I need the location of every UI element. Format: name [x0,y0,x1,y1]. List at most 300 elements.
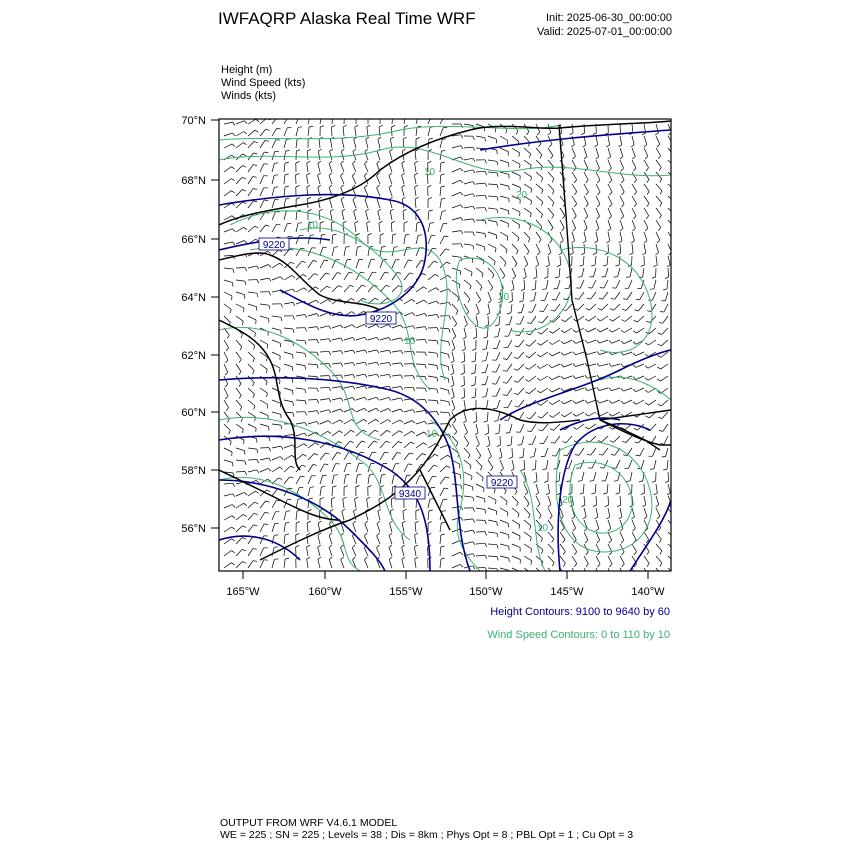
wind-barb-feather [673,550,675,554]
wind-barb-feather [451,385,454,387]
wind-barb [560,232,563,240]
wind-barb-feather [656,505,659,508]
wind-barb [380,260,383,268]
wind-barb-feather [459,464,460,468]
wind-barb-feather [490,288,492,291]
wind-barb [416,421,425,424]
wind-barb [389,560,392,569]
wind-barb-feather [497,150,498,154]
wind-barb [236,227,244,232]
wind-barb [224,424,230,430]
wind-barb [476,472,483,477]
wind-barb [496,388,500,396]
wind-barb-feather [402,197,405,199]
wind-barb-feather [425,327,427,330]
wind-barb-feather [389,338,392,341]
wind-barb [344,285,350,292]
wind-barb [392,273,397,281]
wind-barb [296,223,298,232]
wind-barb [620,184,624,192]
wind-barb [572,544,577,552]
wind-barb [416,432,424,436]
wind-barb [572,196,577,204]
wind-barb [464,530,473,532]
wind-barb [512,544,520,548]
wind-barb [543,304,548,312]
wind-barb [548,256,550,265]
wind-barb-feather [503,395,507,396]
wind-barb [656,208,661,215]
wind-barb-feather [444,236,448,237]
wind-barb-feather [354,209,357,211]
wind-barb [440,116,445,124]
wind-barb-feather [253,394,255,398]
wind-barb-feather [482,397,486,398]
wind-barb-feather [542,289,546,290]
wind-barb-feather [326,273,330,274]
wind-barb-feather [491,468,493,471]
wind-barb [320,387,329,388]
wind-barb-feather [657,144,660,147]
wind-barb-feather [361,272,365,273]
wind-barb [320,464,324,472]
wind-barb-feather [585,363,587,366]
wind-barb-feather [581,133,585,135]
wind-barb-feather [515,335,519,336]
wind-barb-feather [333,234,337,235]
wind-barb [644,196,649,203]
wind-barb [656,160,661,167]
wind-barb-feather [291,262,295,264]
wind-barb [440,466,447,472]
wind-barb [343,223,344,232]
wind-barb-feather [231,167,234,169]
wind-barb [608,232,610,241]
wind-barb [440,455,448,460]
wind-barb [236,340,242,347]
wind-barb-feather [585,413,588,416]
wind-barb [644,232,647,241]
wind-barb [524,532,531,537]
wind-barb-feather [377,362,379,365]
wind-barb-feather [472,272,473,276]
wind-barb-feather [503,359,507,360]
wind-barb [236,190,242,197]
wind-barb [308,454,314,461]
wind-barb [344,398,353,401]
wind-barb [572,556,577,564]
wind-barb-feather [451,373,454,375]
height-contour [480,130,671,150]
wind-barb-feather [255,502,259,504]
wind-barb [224,483,233,484]
wind-barb-feather [475,433,478,435]
wind-barb [296,433,305,436]
wind-barb [630,268,632,277]
wind-barb [318,151,320,160]
wind-barb [366,211,368,220]
wind-barb-feather [242,538,246,540]
wind-barb [248,376,254,383]
wind-barb-feather [657,240,660,243]
wind-barb [332,273,337,280]
wind-barb-feather [634,576,637,579]
wind-barb [632,208,636,216]
wind-barb-feather [328,421,331,424]
wind-barb-feather [608,157,611,160]
wind-barb [589,424,596,429]
wind-barb [644,244,646,253]
wind-barb-feather [597,400,600,403]
wind-barb-feather [242,429,243,433]
wind-barb-feather [298,223,302,224]
wind-barb [485,364,488,373]
wind-barb-feather [623,299,627,300]
wind-barb [548,484,550,493]
wind-barb-feather [441,534,445,535]
wind-barb-feather [537,132,540,135]
wind-barb-feather [402,149,405,151]
wind-barb [620,568,624,576]
wind-barb [224,122,233,124]
wind-barb-feather [646,321,650,322]
wind-barb [224,460,233,463]
wind-barb-feather [413,376,415,380]
wind-barb-feather [571,241,574,244]
wind-barb-feather [461,385,465,387]
wind-barb [536,148,542,155]
wind-barb [640,448,644,456]
wind-barb [644,496,646,505]
wind-barb [404,326,413,328]
wind-barb [377,188,380,196]
wind-barb-feather [665,277,669,279]
wind-barb [637,328,644,333]
wind-barb-feather [621,364,624,367]
wind-barb [248,130,255,136]
lon-label: 140°W [631,586,665,598]
wind-barb [488,256,495,261]
wind-barb-feather [621,401,624,404]
wind-barb-feather [563,551,565,554]
wind-barb-feather [497,522,498,526]
wind-barb-feather [470,466,471,470]
wind-barb [364,188,368,196]
wind-barb [332,409,341,412]
wind-barb [352,548,356,556]
wind-barb-feather [315,443,318,445]
wind-barb-feather [597,180,600,183]
wind-barb [500,196,509,198]
wind-barb [629,280,633,288]
wind-barb-feather [598,564,601,567]
wind-barb-feather [586,308,590,310]
wind-barb-feather [473,232,474,236]
wind-barb-feather [519,525,520,529]
wind-barb [330,199,332,208]
wind-barb [476,316,478,325]
wind-barb-feather [374,441,378,442]
wind-barb [656,532,661,539]
wind-barb-feather [645,390,648,393]
wind-barb [507,364,512,371]
wind-barb [508,400,512,408]
wind-barb [548,520,553,527]
wind-barb-feather [355,125,359,127]
wind-barb [352,176,356,184]
wind-barb-feather [597,204,600,207]
wind-barb-feather [645,343,648,345]
wind-barb-feather [460,180,463,183]
wind-barb-feather [288,488,292,489]
wind-barb-feather [609,216,612,219]
wind-barb [416,313,425,316]
wind-barb-feather [573,363,576,366]
wind-barb [330,139,332,148]
wind-barb [608,220,611,229]
wind-barb-feather [428,185,432,187]
wind-barb [500,268,505,276]
wind-barb-feather [541,166,543,170]
wind-barb [452,400,455,409]
wind-barb [575,376,584,379]
wind-barb-feather [232,155,235,157]
wind-barb [608,196,612,204]
wind-barb-feather [456,443,458,447]
height-contour-label [487,476,517,489]
wind-barb-feather [285,162,289,163]
wind-barb-feather [530,213,531,217]
model-output-line: OUTPUT FROM WRF V4.6.1 MODEL [220,817,398,829]
wind-barb [296,211,297,220]
wind-barb [572,220,576,228]
wind-barb [404,273,410,280]
wind-barb-feather [343,125,347,127]
wind-barb [332,286,338,292]
wind-barb-feather [610,309,614,311]
wind-barb [260,400,268,405]
wind-barb-feather [548,133,551,136]
wind-barb-feather [318,161,321,163]
wind-barb [588,412,596,416]
wind-barb [236,316,243,321]
wind-barb [464,352,465,361]
wind-barb [557,280,560,289]
wind-barb-feather [461,231,463,234]
wind-barb [524,244,529,251]
wind-barb-feather [318,173,321,175]
wind-barb-feather [266,501,270,502]
wind-barb [464,170,473,172]
wind-barb [260,176,264,184]
wind-barb [308,274,314,280]
wind-barb-feather [574,564,576,567]
wind-barb-feather [485,555,487,559]
wind-barb [476,183,485,184]
wind-barb [524,256,528,264]
wind-barb-feather [410,453,414,454]
wind-barb [284,535,285,544]
wind-barb-feather [225,396,228,399]
wind-barb [272,523,275,532]
wind-barb [464,448,470,455]
wind-barb [318,175,320,184]
wind-barb-feather [620,157,623,160]
wind-barb-feather [573,352,576,355]
wind-barb-feather [587,454,591,455]
wind-barb [440,400,449,402]
wind-barb [488,316,489,325]
wind-barb-feather [413,410,415,413]
wind-barb-feather [496,248,497,252]
wind-barb-feather [583,517,586,519]
wind-barb [632,184,637,192]
wind-barb-feather [281,414,282,418]
wind-barb-feather [401,375,403,379]
wind-barb [546,460,548,469]
wind-barb-feather [539,144,541,147]
wind-barb-feather [497,445,501,447]
wind-barb [329,164,332,173]
speed-contour [219,417,410,540]
wind-barb [548,148,553,156]
wind-barb-feather [531,201,532,205]
wind-barb [605,268,608,277]
wind-barb-feather [281,317,282,321]
wind-barb [332,363,341,364]
wind-barb [620,196,624,204]
wind-barb [260,364,267,369]
wind-barb [572,232,575,241]
wind-barb-feather [647,311,651,312]
wind-barb-feather [397,453,401,454]
wind-barb [224,242,233,244]
wind-barb [390,151,392,160]
speed-contour-label: 10 [404,336,416,347]
wind-barb [260,524,264,532]
wind-barb [464,124,473,126]
wind-barb [522,304,525,313]
wind-barb-feather [305,315,307,319]
wind-barb-feather [518,238,519,242]
wind-barb [308,443,315,448]
wind-barb [296,261,302,268]
wind-barb-feather [267,393,268,397]
wind-barb [272,424,281,425]
wind-barb [248,177,253,185]
wind-barb [356,374,365,376]
wind-barb-feather [428,198,432,199]
wind-barb-feather [233,494,235,497]
wind-barb [248,400,255,406]
wind-barb-feather [471,397,475,398]
wind-barb-feather [471,373,475,374]
wind-barb-feather [425,388,426,392]
wind-barb-feather [473,219,475,223]
wind-barb-feather [562,528,565,531]
wind-barb-feather [530,526,531,530]
wind-barb-feather [492,275,494,279]
wind-barb-feather [341,338,343,341]
wind-barb [272,412,281,414]
wind-barb-feather [315,287,318,289]
wind-barb [576,400,584,404]
wind-barb [236,538,242,545]
wind-barb-feather [470,286,471,290]
wind-barb-feather [563,299,567,300]
wind-barb-feather [634,320,638,322]
speed-contour [300,228,402,304]
wind-barb-feather [634,192,636,195]
wind-barb-feather [452,409,455,412]
wind-barb [308,476,312,484]
wind-barb [452,376,454,385]
speed-contour-label: 20 [516,190,528,201]
wind-barb-feather [537,252,540,255]
wind-barb-feather [458,298,459,302]
wind-barb-feather [412,421,415,424]
wind-barb-feather [646,416,650,418]
wind-barb-feather [619,517,622,519]
wind-barb [542,424,548,431]
wind-barb [476,508,485,509]
wind-barb [320,351,329,352]
wind-barb [626,304,632,311]
wind-barb [510,424,512,433]
wind-barb-feather [478,456,480,459]
wind-barb-feather [390,197,393,200]
wind-barb [488,556,497,557]
wind-barb-feather [621,388,624,391]
wind-barb [353,164,357,172]
wind-barb [368,419,376,424]
wind-barb [534,292,536,301]
wind-barb-feather [305,366,306,370]
wind-barb [332,464,336,472]
wind-barb [654,460,656,469]
wind-barb [380,409,388,413]
wind-barb [236,292,245,295]
wind-barb-feather [423,287,426,289]
wind-barb [665,292,668,301]
wind-barb [260,560,264,568]
wind-barb [553,412,560,417]
wind-barb [452,316,457,324]
wind-barb-feather [291,466,295,468]
wind-barb-feather [281,304,283,308]
wind-barb [596,496,597,505]
wind-barb [632,532,636,540]
height-contour [219,378,470,571]
wind-barb-feather [331,497,335,499]
wind-barb-feather [334,475,338,476]
wind-barb-feather [281,425,282,429]
wind-barb-feather [552,215,554,219]
wind-barb-feather [434,261,438,262]
wind-barb-feather [473,136,474,140]
wind-barb-feather [366,137,369,139]
wind-barb [272,467,280,472]
wind-barb-feather [562,320,566,322]
wind-barb-feather [364,533,367,536]
wind-barb-feather [561,341,564,344]
wind-barb [390,211,392,220]
wind-barb [620,232,622,241]
wind-barb [496,376,500,384]
wind-barb-feather [574,216,577,219]
wind-barb [583,256,584,265]
wind-barb [500,184,509,186]
